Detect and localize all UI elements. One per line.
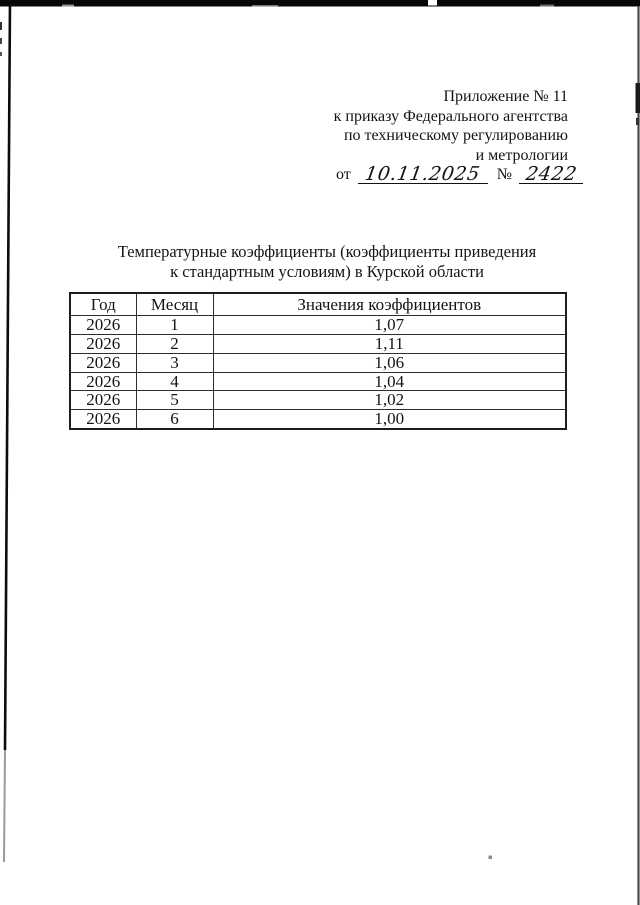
order-number-sign: № xyxy=(496,166,513,183)
table-row xyxy=(70,353,566,372)
cell-year: 2026 xyxy=(70,410,136,429)
col-header-value: Значения коэффициентов xyxy=(213,293,566,316)
document-title-line: Температурные коэффициенты (коэффициенты приведения xyxy=(117,242,537,261)
table-row xyxy=(70,391,566,410)
order-number-handwritten: 2422 xyxy=(523,163,579,185)
document-title-line: к стандартным условиям) в Курской области xyxy=(170,261,484,281)
table-row xyxy=(70,410,566,429)
cell-year: 2026 xyxy=(70,391,136,410)
cell-year: 2026 xyxy=(70,334,136,353)
document-title xyxy=(0,242,640,281)
cell-year: 2026 xyxy=(70,353,136,372)
appendix-line: и метрологии xyxy=(475,146,568,164)
appendix-line: Приложение № 11 xyxy=(443,88,568,105)
cell-month: 4 xyxy=(136,372,213,391)
table-row xyxy=(70,372,566,391)
table-row xyxy=(70,334,566,353)
col-header-month: Месяц xyxy=(136,293,213,316)
appendix-line: к приказу Федерального агентства xyxy=(333,107,568,125)
cell-month: 5 xyxy=(136,391,213,410)
cell-month: 2 xyxy=(136,334,213,353)
table-header-row xyxy=(70,293,566,316)
order-date-blank xyxy=(358,163,488,184)
cell-year: 2026 xyxy=(70,316,136,335)
cell-year: 2026 xyxy=(70,372,136,391)
cell-month: 1 xyxy=(136,316,213,335)
appendix-line: по техническому регулированию xyxy=(343,127,568,144)
cell-value: 1,06 xyxy=(213,353,566,372)
col-header-year: Год xyxy=(70,293,136,316)
cell-value: 1,04 xyxy=(213,372,566,391)
order-date-line xyxy=(336,164,583,184)
cell-month: 6 xyxy=(136,410,213,429)
cell-value: 1,02 xyxy=(213,391,566,410)
cell-month: 3 xyxy=(136,353,213,372)
order-date-handwritten: 10.11.2025 xyxy=(363,163,482,185)
coefficients-table xyxy=(69,292,567,430)
table-row xyxy=(70,316,566,335)
order-from-label: от xyxy=(336,166,351,183)
cell-value: 1,00 xyxy=(213,410,566,429)
order-number-blank xyxy=(519,163,583,184)
appendix-header xyxy=(334,87,568,165)
cell-value: 1,11 xyxy=(213,334,566,353)
cell-value: 1,07 xyxy=(213,316,566,335)
